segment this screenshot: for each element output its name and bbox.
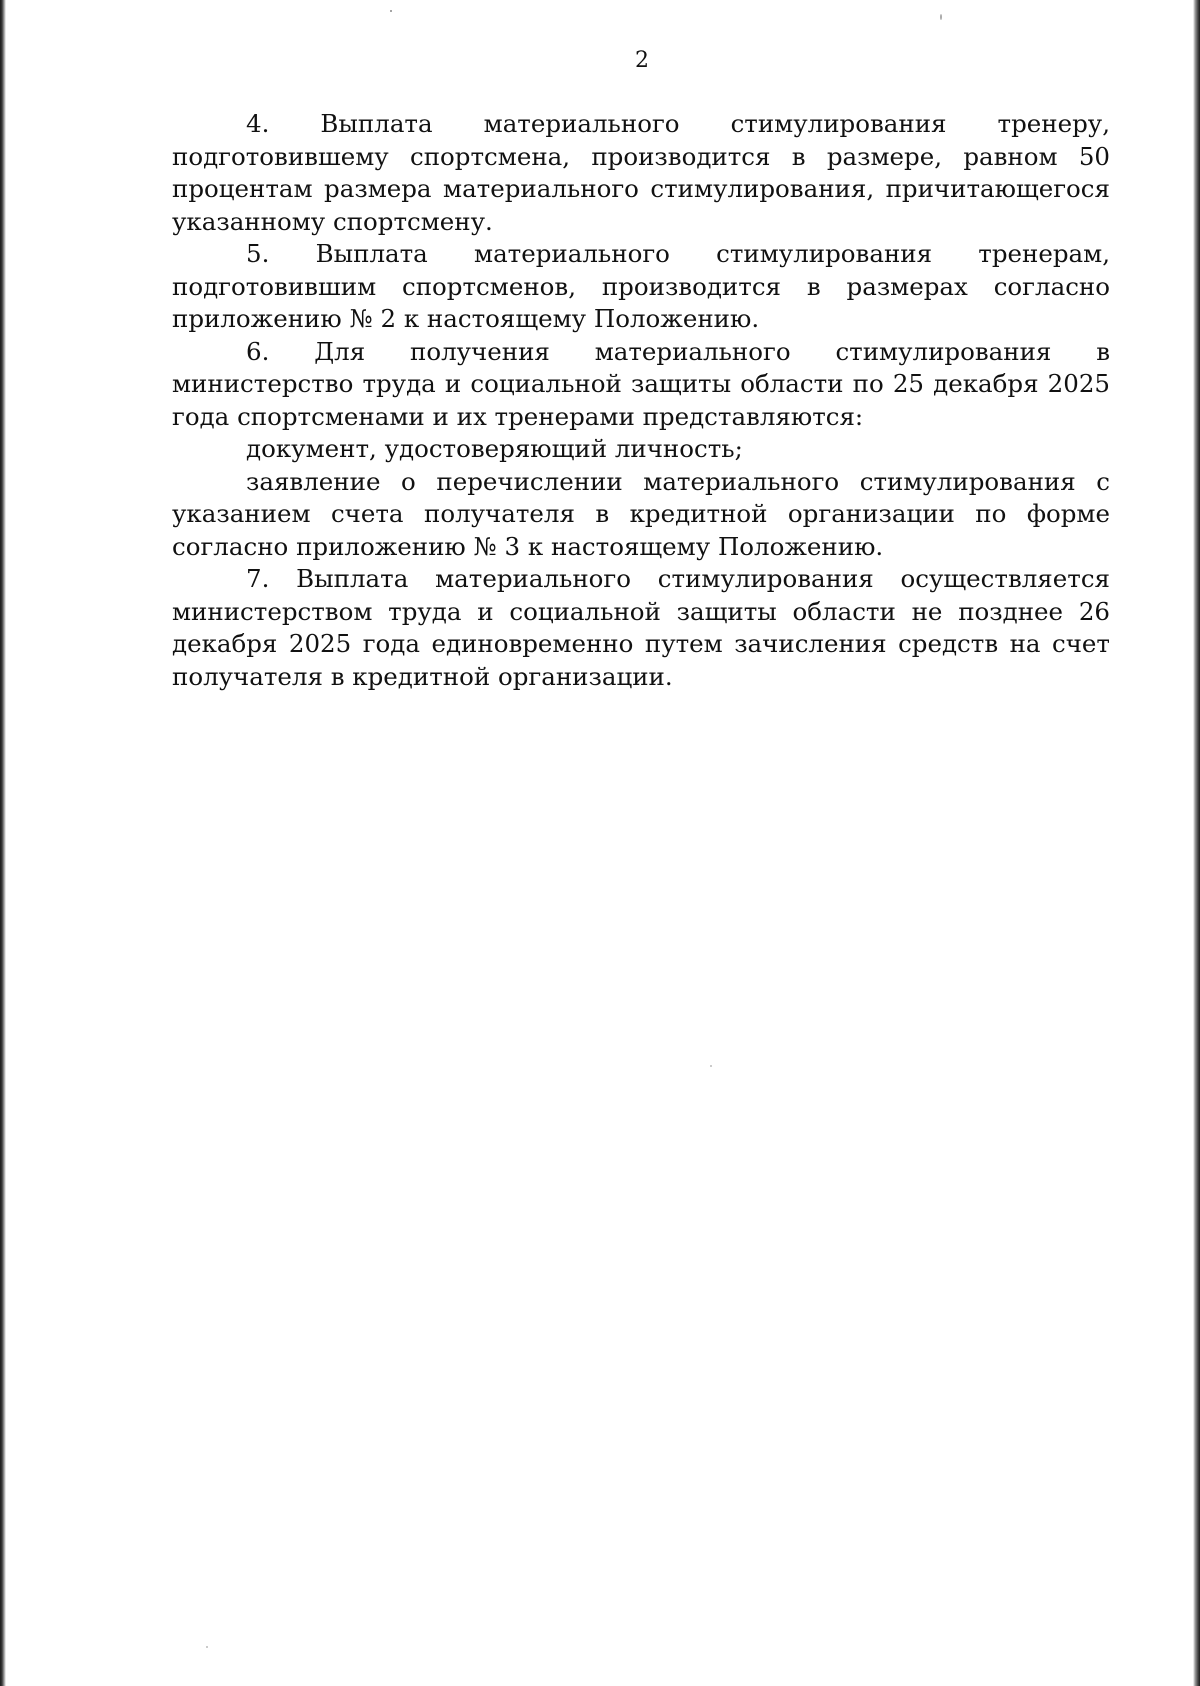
scan-speck [390, 10, 392, 12]
scan-speck [206, 1646, 208, 1648]
paragraph-4: 4. Выплата материального стимулирования тренеру, подготовившему спортсмена, производится в размере, равном 50 процентам размера материального стимулирования, причитающегося указанному спортсмену. [172, 109, 1110, 236]
paragraph-5: 5. Выплата материального стимулирования тренерам, подготовившим спортсменов, производится в размерах согласно приложению № 2 к настоящему Положению. [172, 239, 1110, 333]
paragraph-7: 7. Выплата материального стимулирования осуществляется министерством труда и социальной защиты области не позднее 26 декабря 2025 года единовременно путем зачисления средств на счет получателя в кредитной организации. [172, 564, 1110, 691]
page-number: 2 [635, 48, 649, 73]
scan-speck [710, 1065, 712, 1067]
paragraph-6: 6. Для получения материального стимулирования в министерство труда и социальной защиты области по 25 декабря 2025 года спортсменами и их тренерами представляются: [172, 336, 1110, 431]
document-body [172, 108, 1110, 693]
scan-speck [940, 14, 942, 20]
paragraph-6-item-1: документ, удостоверяющий личность; [246, 434, 743, 463]
scan-edge-left [0, 0, 6, 1686]
paragraph-6-item-2: заявление о перечислении материального стимулирования с указанием счета получателя в кредитной организации по форме согласно приложению № 3 к настоящему Положению. [172, 466, 1110, 561]
scan-edge-right [1193, 0, 1200, 1686]
